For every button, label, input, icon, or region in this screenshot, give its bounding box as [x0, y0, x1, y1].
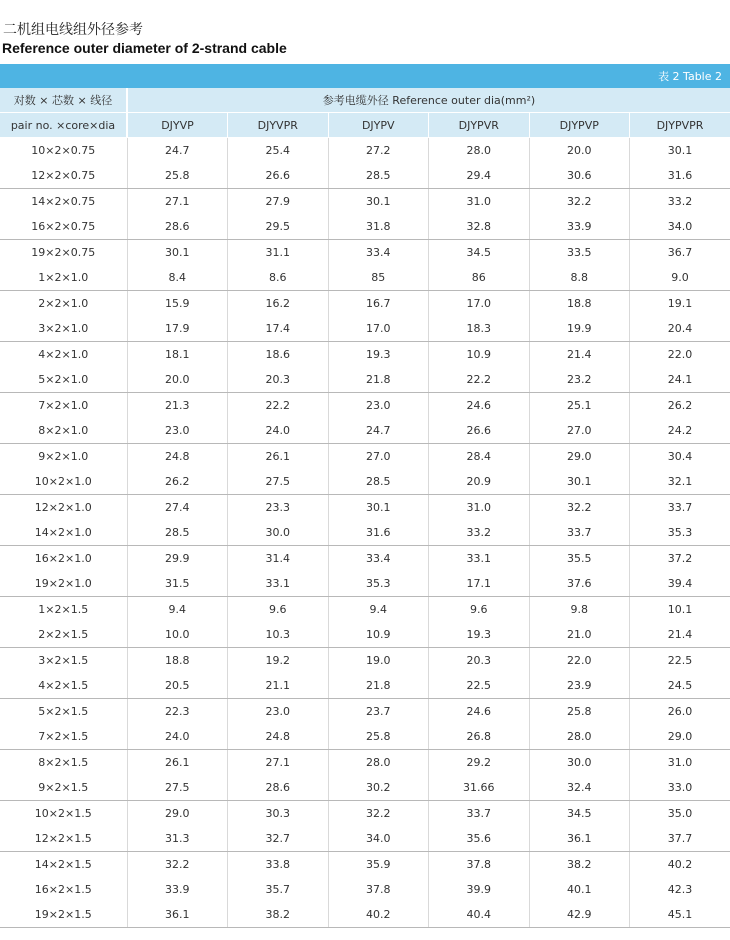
table-cell: 34.0 — [328, 826, 429, 852]
row-label: 2×2×1.5 — [0, 622, 127, 648]
header-first-cn: 对数 × 芯数 × 线径 — [0, 88, 127, 113]
table-cell: 26.6 — [228, 163, 329, 189]
table-row — [0, 138, 730, 164]
table-cell: 17.4 — [228, 316, 329, 342]
table-cell: 30.4 — [667, 450, 693, 463]
table-cell: 20.3 — [228, 367, 329, 393]
table-cell: 27.1 — [127, 189, 228, 215]
table-cell: 33.2 — [667, 195, 693, 208]
table-cell: 30.1 — [667, 144, 693, 157]
row-label: 19×2×0.75 — [0, 240, 127, 266]
row-label: 5×2×1.0 — [0, 367, 127, 393]
table-cell: 21.1 — [228, 673, 329, 699]
table-cell: 24.0 — [228, 418, 329, 444]
table-row — [0, 775, 730, 801]
table-cell: 19.9 — [529, 316, 630, 342]
table-cell: 27.9 — [228, 189, 329, 215]
table-cell: 35.0 — [667, 807, 693, 820]
table-cell: 39.9 — [429, 877, 530, 902]
table-cell: 32.2 — [127, 852, 228, 878]
row-label: 12×2×0.75 — [0, 163, 127, 189]
table-row — [0, 240, 730, 266]
table-cell: 33.8 — [228, 852, 329, 878]
table-cell: 33.0 — [630, 775, 730, 801]
table-cell: 28.0 — [328, 750, 429, 776]
table-cell: 19.2 — [228, 648, 329, 674]
table-cell: 35.6 — [429, 826, 530, 852]
table-cell: 30.1 — [328, 495, 429, 521]
row-label: 12×2×1.0 — [0, 495, 127, 521]
table-cell: 86 — [429, 265, 530, 291]
table-cell: 22.2 — [429, 367, 530, 393]
table-row — [0, 750, 730, 776]
table-cell: 33.7 — [529, 520, 630, 546]
row-label: 8×2×1.5 — [0, 750, 127, 776]
table-cell: 28.0 — [529, 724, 630, 750]
table-cell: 27.1 — [228, 750, 329, 776]
table-cell: 30.0 — [228, 520, 329, 546]
table-body — [0, 138, 730, 928]
column-header: DJYVPR — [228, 113, 329, 138]
table-row — [0, 189, 730, 215]
table-cell: 28.4 — [429, 444, 530, 470]
table-row — [0, 571, 730, 597]
table-cell: 33.1 — [429, 546, 530, 572]
table-cell: 35.7 — [228, 877, 329, 902]
table-row — [0, 163, 730, 189]
table-row — [0, 214, 730, 240]
table-cell: 31.0 — [667, 756, 693, 769]
row-label: 2×2×1.0 — [0, 291, 127, 317]
table-cell: 36.1 — [127, 902, 228, 928]
table-cell: 25.8 — [127, 163, 228, 189]
table-cell: 40.4 — [429, 902, 530, 928]
table-cell: 32.1 — [630, 469, 730, 495]
row-label: 10×2×1.0 — [0, 469, 127, 495]
table-cell: 85 — [328, 265, 429, 291]
page-title-cn: 二机组电线组外径参考 — [3, 22, 143, 38]
column-header: DJYPVR — [429, 113, 530, 138]
table-cell: 21.4 — [630, 622, 730, 648]
table-cell: 26.2 — [667, 399, 693, 412]
table-cell: 9.6 — [228, 597, 329, 623]
table-cell: 26.0 — [667, 705, 693, 718]
table-cell: 31.4 — [228, 546, 329, 572]
table-cell: 10.9 — [429, 342, 530, 368]
table-cell: 34.0 — [630, 214, 730, 240]
table-cell: 27.0 — [328, 444, 429, 470]
table-cell: 21.8 — [328, 673, 429, 699]
row-label: 3×2×1.0 — [0, 316, 127, 342]
table-cell: 30.1 — [328, 189, 429, 215]
table-cell: 23.9 — [529, 673, 630, 699]
row-label: 19×2×1.0 — [0, 571, 127, 597]
table-cell: 32.2 — [529, 495, 630, 521]
table-cell: 27.4 — [127, 495, 228, 521]
table-cell: 10.9 — [328, 622, 429, 648]
table-row — [0, 801, 730, 827]
table-cell: 33.9 — [529, 214, 630, 240]
table-cell: 22.0 — [529, 648, 630, 674]
table-row — [0, 546, 730, 572]
table-cell: 24.2 — [630, 418, 730, 444]
table-cell: 26.1 — [228, 444, 329, 470]
table-cell: 23.7 — [328, 699, 429, 725]
row-label: 14×2×0.75 — [0, 189, 127, 215]
table-cell: 21.4 — [529, 342, 630, 368]
row-label: 12×2×1.5 — [0, 826, 127, 852]
table-cell: 29.4 — [429, 163, 530, 189]
table-cell: 17.0 — [328, 316, 429, 342]
table-cell: 20.0 — [529, 138, 630, 164]
row-label: 10×2×1.5 — [0, 801, 127, 827]
table-cell: 30.0 — [529, 750, 630, 776]
table-cell: 33.2 — [429, 520, 530, 546]
table-cell: 23.0 — [127, 418, 228, 444]
table-cell: 19.3 — [328, 342, 429, 368]
table-cell: 37.2 — [667, 552, 693, 565]
table-cell: 20.0 — [127, 367, 228, 393]
table-cell: 25.8 — [328, 724, 429, 750]
table-cell: 33.7 — [429, 801, 530, 827]
table-cell: 29.5 — [228, 214, 329, 240]
table-cell: 9.4 — [328, 597, 429, 623]
table-row — [0, 367, 730, 393]
table-cell: 33.7 — [667, 501, 693, 514]
table-cell: 18.1 — [127, 342, 228, 368]
table-cell: 10.1 — [667, 603, 693, 616]
table-cell: 35.9 — [328, 852, 429, 878]
table-cell: 8.8 — [529, 265, 630, 291]
table-cell: 31.0 — [429, 189, 530, 215]
column-header: DJYPVPR — [630, 113, 730, 138]
table-cell: 28.6 — [228, 775, 329, 801]
table-cell: 38.2 — [228, 902, 329, 928]
table-cell: 42.9 — [529, 902, 630, 928]
table-cell: 18.8 — [127, 648, 228, 674]
column-header: DJYPV — [328, 113, 429, 138]
table-row — [0, 393, 730, 419]
table-cell: 37.8 — [328, 877, 429, 902]
table-row — [0, 622, 730, 648]
table-row — [0, 316, 730, 342]
table-tag-bar — [0, 64, 730, 88]
table-cell: 9.6 — [429, 597, 530, 623]
table-cell: 22.5 — [429, 673, 530, 699]
table-cell: 29.0 — [127, 801, 228, 827]
table-cell: 17.0 — [429, 291, 530, 317]
table-cell: 22.3 — [127, 699, 228, 725]
table-cell: 29.9 — [127, 546, 228, 572]
table-cell: 9.0 — [630, 265, 730, 291]
row-label: 4×2×1.0 — [0, 342, 127, 368]
table-cell: 23.2 — [529, 367, 630, 393]
table-cell: 31.1 — [228, 240, 329, 266]
table-cell: 31.0 — [429, 495, 530, 521]
table-cell: 30.2 — [328, 775, 429, 801]
table-cell: 24.6 — [429, 393, 530, 419]
table-cell: 16.2 — [228, 291, 329, 317]
table-cell: 40.1 — [529, 877, 630, 902]
header-span-label: 参考电缆外径 Reference outer dia(mm²) — [127, 88, 730, 113]
table-row — [0, 418, 730, 444]
table-row — [0, 724, 730, 750]
row-label: 16×2×0.75 — [0, 214, 127, 240]
table-cell: 32.2 — [529, 189, 630, 215]
table-cell: 8.6 — [228, 265, 329, 291]
page-title-en: Reference outer diameter of 2-strand cable — [2, 40, 287, 56]
table-cell: 28.6 — [127, 214, 228, 240]
table-cell: 24.6 — [429, 699, 530, 725]
table-cell: 25.4 — [228, 138, 329, 164]
table-row — [0, 648, 730, 674]
table-cell: 22.0 — [667, 348, 693, 361]
table-cell: 17.9 — [127, 316, 228, 342]
table-cell: 36.1 — [529, 826, 630, 852]
table-cell: 38.2 — [529, 852, 630, 878]
table-cell: 24.7 — [328, 418, 429, 444]
table-cell: 20.4 — [630, 316, 730, 342]
table-cell: 9.4 — [127, 597, 228, 623]
table-row — [0, 495, 730, 521]
row-label: 14×2×1.0 — [0, 520, 127, 546]
table-cell: 37.8 — [429, 852, 530, 878]
table-cell: 30.3 — [228, 801, 329, 827]
table-row — [0, 342, 730, 368]
table-cell: 28.0 — [429, 138, 530, 164]
table-cell: 9.8 — [529, 597, 630, 623]
table-row — [0, 520, 730, 546]
table-cell: 37.7 — [630, 826, 730, 852]
table-row — [0, 673, 730, 699]
row-label: 10×2×0.75 — [0, 138, 127, 164]
table-cell: 26.8 — [429, 724, 530, 750]
table-row — [0, 902, 730, 928]
table-cell: 24.8 — [127, 444, 228, 470]
row-label: 16×2×1.0 — [0, 546, 127, 572]
table-cell: 29.0 — [630, 724, 730, 750]
table-cell: 31.6 — [630, 163, 730, 189]
table-cell: 27.2 — [328, 138, 429, 164]
table-cell: 24.0 — [127, 724, 228, 750]
table-cell: 33.4 — [328, 240, 429, 266]
row-label: 8×2×1.0 — [0, 418, 127, 444]
table-cell: 17.1 — [429, 571, 530, 597]
table-cell: 24.5 — [630, 673, 730, 699]
row-label: 7×2×1.0 — [0, 393, 127, 419]
table-cell: 34.5 — [429, 240, 530, 266]
table-cell: 35.3 — [630, 520, 730, 546]
table-cell: 19.1 — [667, 297, 693, 310]
table-cell: 23.0 — [228, 699, 329, 725]
table-cell: 10.3 — [228, 622, 329, 648]
table-cell: 45.1 — [630, 902, 730, 928]
table-cell: 26.6 — [429, 418, 530, 444]
table-cell: 10.0 — [127, 622, 228, 648]
table-cell: 33.9 — [127, 877, 228, 902]
table-cell: 30.6 — [529, 163, 630, 189]
cable-table — [0, 64, 730, 928]
table-cell: 37.6 — [529, 571, 630, 597]
table-cell: 20.9 — [429, 469, 530, 495]
row-label: 14×2×1.5 — [0, 852, 127, 878]
row-label: 4×2×1.5 — [0, 673, 127, 699]
table-cell: 21.3 — [127, 393, 228, 419]
table-row — [0, 444, 730, 470]
table-cell: 27.0 — [529, 418, 630, 444]
table-cell: 33.4 — [328, 546, 429, 572]
table-cell: 20.5 — [127, 673, 228, 699]
table-cell: 31.3 — [127, 826, 228, 852]
table-cell: 42.3 — [667, 883, 693, 896]
table-cell: 21.8 — [328, 367, 429, 393]
row-label: 3×2×1.5 — [0, 648, 127, 674]
table-cell: 31.66 — [429, 775, 530, 801]
table-cell: 22.5 — [667, 654, 693, 667]
table-row — [0, 265, 730, 291]
table-cell: 30.1 — [529, 469, 630, 495]
table-cell: 39.4 — [630, 571, 730, 597]
table-row — [0, 852, 730, 878]
row-label: 9×2×1.0 — [0, 444, 127, 470]
table-cell: 30.1 — [127, 240, 228, 266]
table-cell: 28.5 — [328, 163, 429, 189]
table-cell: 33.1 — [228, 571, 329, 597]
row-label: 5×2×1.5 — [0, 699, 127, 725]
table-cell: 25.8 — [529, 699, 630, 725]
row-label: 9×2×1.5 — [0, 775, 127, 801]
table-cell: 28.5 — [328, 469, 429, 495]
table-cell: 25.1 — [529, 393, 630, 419]
row-label: 16×2×1.5 — [0, 877, 127, 902]
table-cell: 22.2 — [228, 393, 329, 419]
table-row — [0, 597, 730, 623]
table-cell: 27.5 — [228, 469, 329, 495]
table-cell: 32.8 — [429, 214, 530, 240]
column-header: DJYPVP — [529, 113, 630, 138]
row-label: 1×2×1.0 — [0, 265, 127, 291]
table-cell: 34.5 — [529, 801, 630, 827]
header-first-en: pair no. ×core×dia — [0, 113, 127, 138]
table-cell: 36.7 — [667, 246, 693, 259]
table-cell: 26.1 — [127, 750, 228, 776]
table-cell: 40.2 — [667, 858, 693, 871]
table-cell: 19.0 — [328, 648, 429, 674]
row-label: 19×2×1.5 — [0, 902, 127, 928]
table-row — [0, 291, 730, 317]
row-label: 7×2×1.5 — [0, 724, 127, 750]
table-cell: 29.0 — [529, 444, 630, 470]
table-cell: 31.8 — [328, 214, 429, 240]
table-tag: 表 2 Table 2 — [658, 70, 722, 83]
row-label: 1×2×1.5 — [0, 597, 127, 623]
table-row — [0, 699, 730, 725]
table-cell: 32.2 — [328, 801, 429, 827]
diameter-table — [0, 88, 730, 928]
table-cell: 24.7 — [127, 138, 228, 164]
table-cell: 33.5 — [529, 240, 630, 266]
table-row — [0, 877, 730, 902]
table-cell: 19.3 — [429, 622, 530, 648]
table-row — [0, 469, 730, 495]
table-cell: 21.0 — [529, 622, 630, 648]
table-cell: 35.5 — [529, 546, 630, 572]
table-cell: 20.3 — [429, 648, 530, 674]
table-cell: 18.6 — [228, 342, 329, 368]
table-cell: 31.5 — [127, 571, 228, 597]
table-cell: 24.1 — [630, 367, 730, 393]
table-cell: 27.5 — [127, 775, 228, 801]
table-cell: 23.3 — [228, 495, 329, 521]
table-cell: 15.9 — [127, 291, 228, 317]
table-cell: 28.5 — [127, 520, 228, 546]
table-cell: 40.2 — [328, 902, 429, 928]
table-cell: 26.2 — [127, 469, 228, 495]
table-cell: 23.0 — [328, 393, 429, 419]
table-cell: 35.3 — [328, 571, 429, 597]
table-row — [0, 826, 730, 852]
table-cell: 29.2 — [429, 750, 530, 776]
table-cell: 18.8 — [529, 291, 630, 317]
table-cell: 31.6 — [328, 520, 429, 546]
table-cell: 32.4 — [529, 775, 630, 801]
table-cell: 32.7 — [228, 826, 329, 852]
column-header: DJYVP — [127, 113, 228, 138]
table-cell: 16.7 — [328, 291, 429, 317]
table-cell: 24.8 — [228, 724, 329, 750]
table-cell: 8.4 — [127, 265, 228, 291]
table-cell: 18.3 — [429, 316, 530, 342]
